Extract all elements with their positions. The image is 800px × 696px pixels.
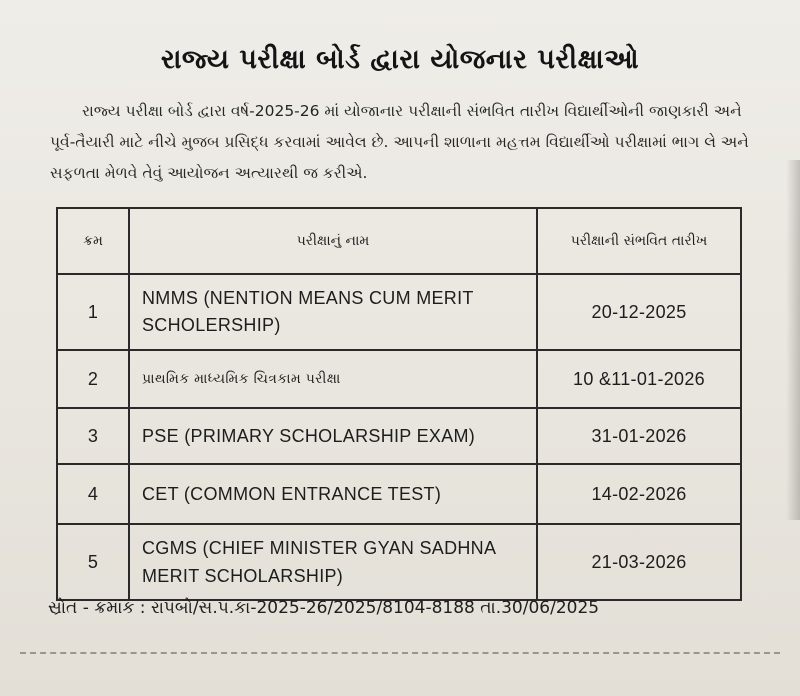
row-exam-name: NMMS (NENTION MEANS CUM MERIT SCHOLERSHIP) <box>129 274 537 350</box>
dashed-divider <box>20 652 780 654</box>
table-header-row <box>57 208 741 274</box>
row-serial: 3 <box>57 408 129 464</box>
header-exam-date: પરીક્ષાની સંભવિત તારીખ <box>537 208 741 274</box>
row-exam-date: 31-01-2026 <box>537 408 741 464</box>
intro-paragraph <box>50 96 750 189</box>
table-row <box>57 350 741 408</box>
row-serial: 5 <box>57 524 129 600</box>
source-reference: સ્રોત - ક્રમાંક : રાપબો/સં.પ.કા-2025-26/2025/8104-8188 તા.30/06/2025 <box>48 598 600 618</box>
header-serial: ક્રમ <box>57 208 129 274</box>
header-exam-name: પરીક્ષાનું નામ <box>129 208 537 274</box>
table-row <box>57 464 741 524</box>
row-exam-name: પ્રાથમિક માધ્યમિક ચિત્રકામ પરીક્ષા <box>129 350 537 408</box>
table-row <box>57 408 741 464</box>
row-serial: 2 <box>57 350 129 408</box>
row-exam-date: 20-12-2025 <box>537 274 741 350</box>
row-exam-name: CGMS (CHIEF MINISTER GYAN SADHNA MERIT SCHOLARSHIP) <box>129 524 537 600</box>
intro-text: રાજ્ય પરીક્ષા બોર્ડ દ્વારા વર્ષ-2025-26 માં યોજાનાર પરીક્ષાની સંભવિત તારીખ વિદ્યાર્થીઓની જાણકારી અને પૂર્વ-તૈયારી માટે નીચે મુજબ પ્રસિદ્ધ કરવામાં આવેલ છે. આપની શાળાના મહત્તમ વિદ્યાર્થીઓ પરીક્ષામાં ભાગ લે અને સફળતા મેળવે તેવું આયોજન અત્યારથી જ કરીએ. <box>50 102 749 182</box>
row-serial: 4 <box>57 464 129 524</box>
table-row <box>57 524 741 600</box>
row-exam-date: 21-03-2026 <box>537 524 741 600</box>
row-exam-name: CET (COMMON ENTRANCE TEST) <box>129 464 537 524</box>
exam-schedule-table <box>56 207 742 601</box>
row-serial: 1 <box>57 274 129 350</box>
table-row <box>57 274 741 350</box>
page-title: રાજ્ય પરીક્ષા બોર્ડ દ્વારા યોજનાર પરીક્ષાઓ <box>160 44 640 75</box>
row-exam-date: 14-02-2026 <box>537 464 741 524</box>
row-exam-name: PSE (PRIMARY SCHOLARSHIP EXAM) <box>129 408 537 464</box>
page-fold-shadow <box>786 160 800 520</box>
row-exam-date: 10 &11-01-2026 <box>537 350 741 408</box>
